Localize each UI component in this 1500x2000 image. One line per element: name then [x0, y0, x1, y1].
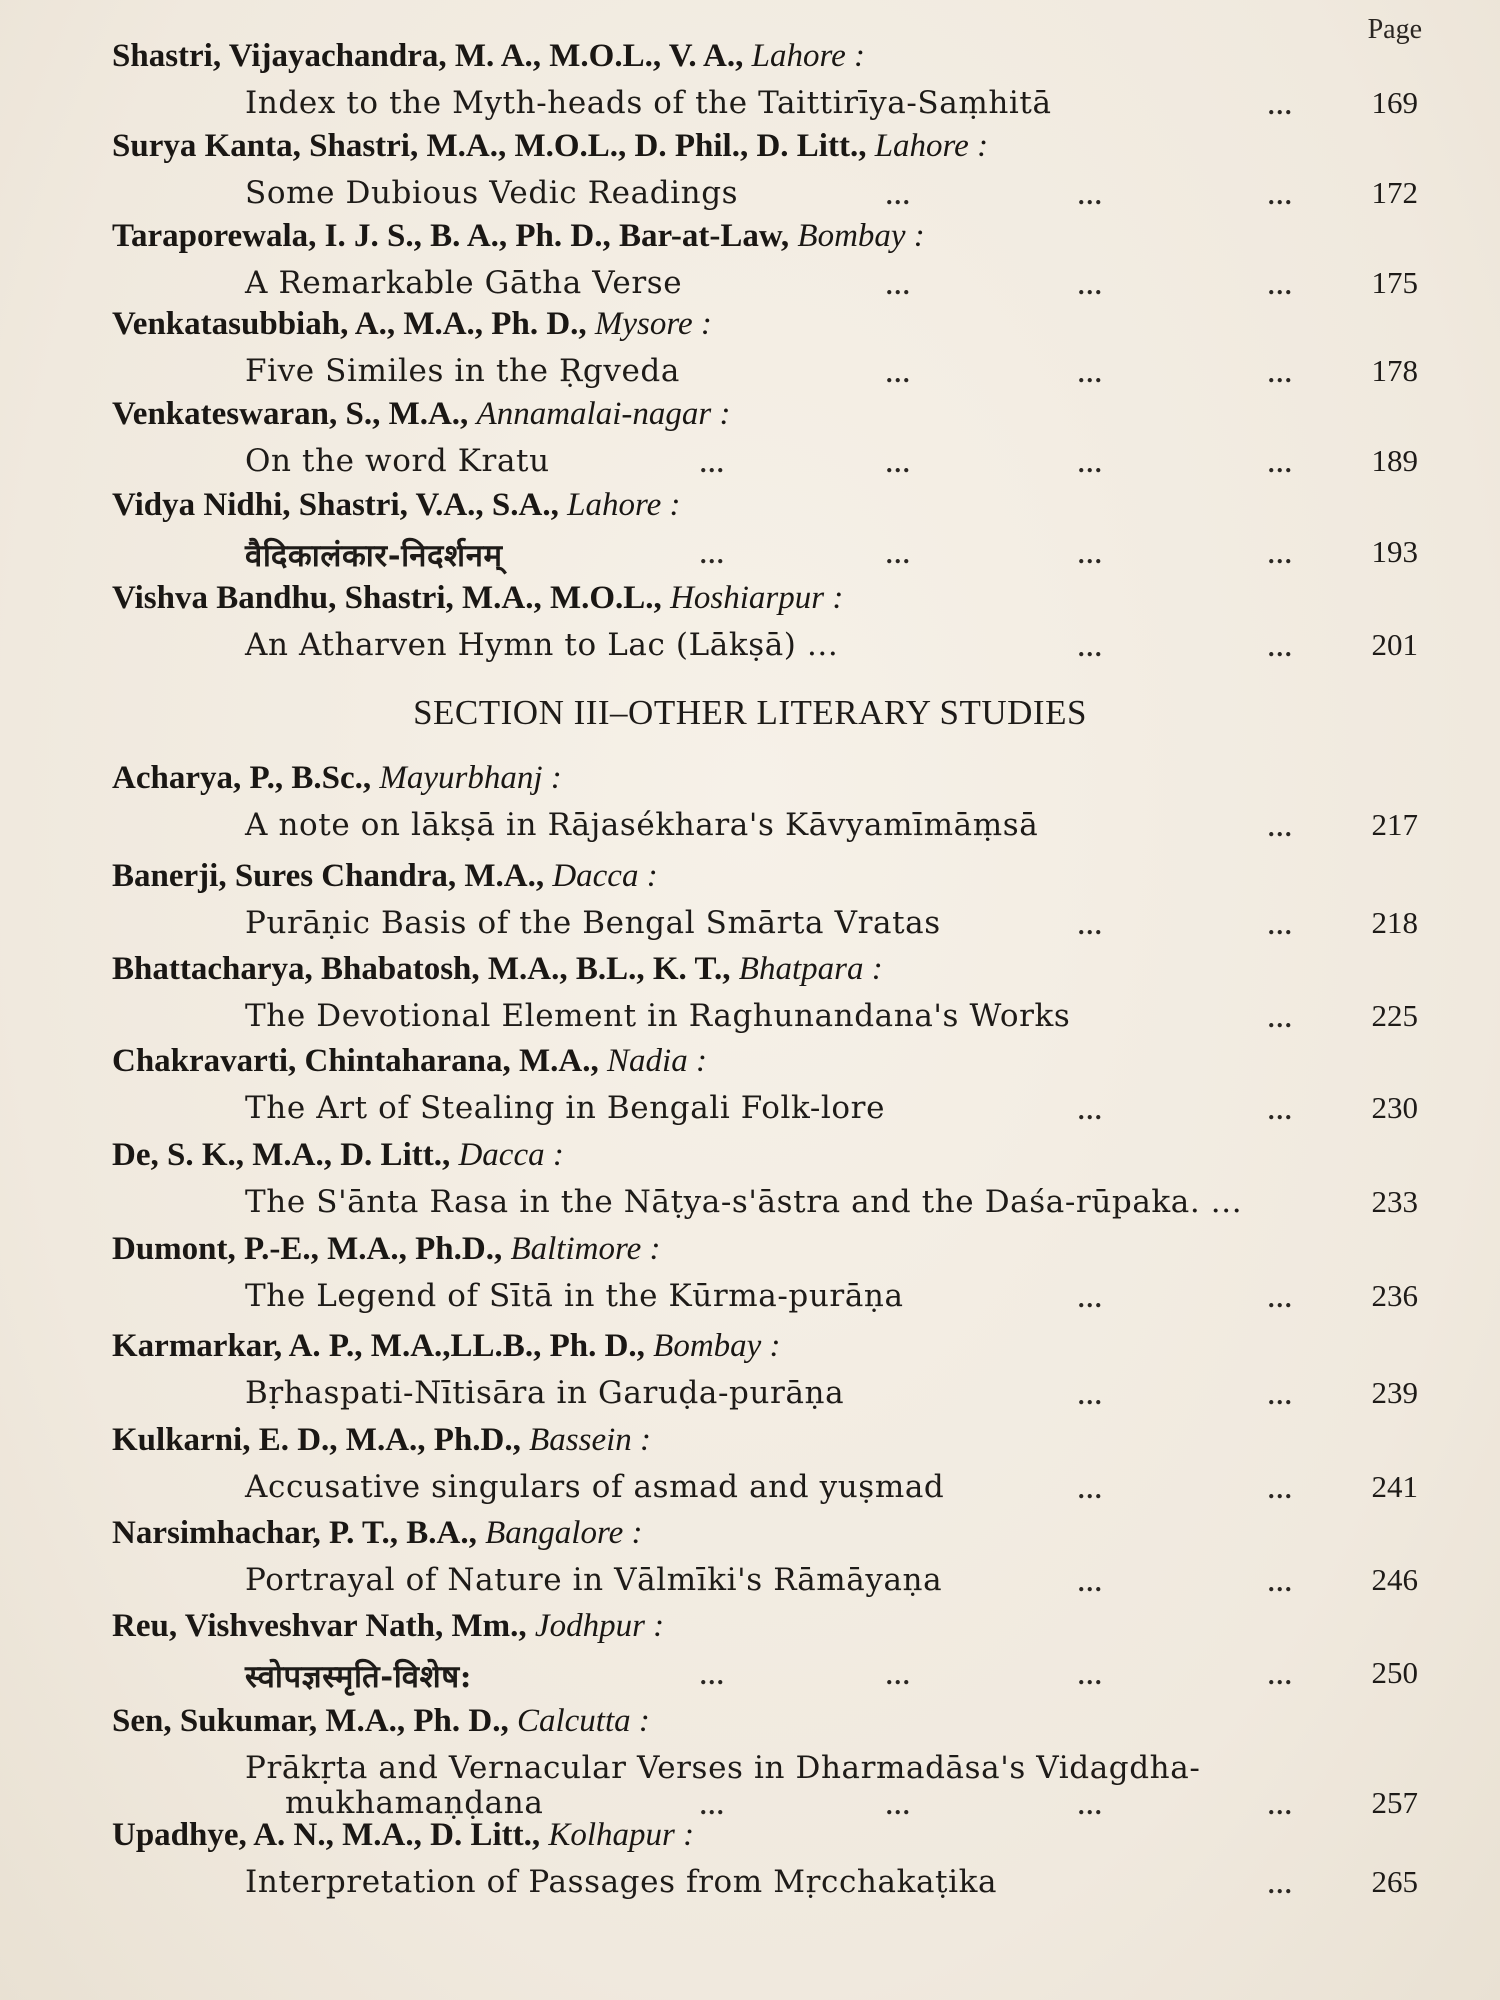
article-title[interactable]: mukhamaṇḍana [285, 1785, 544, 1821]
page-number: 233 [1371, 1184, 1418, 1219]
entry-author [112, 760, 562, 797]
entry-title-line [0, 1184, 1500, 1226]
author-place: Bhatpara : [738, 951, 883, 987]
article-title[interactable]: Accusative singulars of asmad and yuṣmad [245, 1469, 945, 1505]
author-name: Acharya, P., B.Sc., [112, 760, 380, 796]
leader-dots: ... [1078, 1568, 1104, 1597]
author-name: Bhattacharya, Bhabatosh, M.A., B.L., K. T., [112, 951, 739, 987]
leader-dots: ... [1268, 1096, 1294, 1125]
page-number: 250 [1371, 1655, 1418, 1690]
entry-author [112, 487, 680, 524]
page-number: 239 [1371, 1375, 1418, 1410]
page-number: 193 [1371, 534, 1418, 569]
author-place: Nadia : [607, 1043, 707, 1079]
author-place: Dacca : [458, 1137, 564, 1173]
author-name: Narsimhachar, P. T., B.A., [112, 1515, 486, 1551]
article-title[interactable]: A Remarkable Gātha Verse [245, 265, 683, 301]
page-number: 246 [1371, 1562, 1418, 1597]
page-number: 218 [1371, 905, 1418, 940]
entry-author [112, 38, 865, 75]
leader-dots: ... [1268, 1381, 1294, 1410]
author-place: Lahore : [567, 487, 681, 523]
author-name: Shastri, Vijayachandra, M. A., M.O.L., V. A., [112, 38, 752, 74]
leader-dots: ... [1078, 633, 1104, 662]
page-number: 172 [1371, 175, 1418, 210]
entry-author [112, 1608, 664, 1645]
page-number: 230 [1371, 1090, 1418, 1125]
author-place: Kolhapur : [548, 1817, 695, 1853]
entry-title-line [0, 1469, 1500, 1511]
page-number: 257 [1371, 1785, 1418, 1820]
leader-dots: ... [1268, 271, 1294, 300]
entry-title-line [0, 807, 1500, 849]
leader-dots: ... [1268, 813, 1294, 842]
entry-author [112, 1703, 650, 1740]
leader-dots: ... [1268, 1004, 1294, 1033]
entry-author [112, 396, 730, 433]
article-title[interactable]: The Legend of Sītā in the Kūrma-purāṇa [245, 1278, 904, 1314]
author-place: Baltimore : [510, 1231, 661, 1267]
leader-dots: ... [1268, 449, 1294, 478]
author-place: Calcutta : [516, 1703, 650, 1739]
article-title[interactable]: On the word Kratu [245, 443, 550, 479]
leader-dots: ... [1268, 911, 1294, 940]
article-title[interactable]: The Art of Stealing in Bengali Folk-lore [245, 1090, 886, 1126]
leader-dots: ... [886, 540, 912, 569]
entry-title-line [0, 175, 1500, 217]
page-number: 189 [1371, 443, 1418, 478]
author-place: Lahore : [874, 128, 989, 164]
leader-dots: ... [700, 1791, 726, 1820]
article-title[interactable]: Interpretation of Passages from Mṛcchakaṭika [245, 1864, 998, 1900]
leader-dots: ... [1078, 1381, 1104, 1410]
article-title[interactable]: Some Dubious Vedic Readings [245, 175, 739, 211]
page-number: 169 [1371, 85, 1418, 120]
author-name: Kulkarni, E. D., M.A., Ph.D., [112, 1422, 530, 1458]
author-name: Venkateswaran, S., M.A., [112, 396, 477, 432]
leader-dots: ... [886, 359, 912, 388]
article-title[interactable]: स्वोपज्ञस्मृति-विशेष: [245, 1659, 472, 1695]
article-title[interactable]: Index to the Myth-heads of the Taittirīya-Saṃhitā [245, 85, 1052, 121]
leader-dots: ... [700, 540, 726, 569]
author-name: Sen, Sukumar, M.A., Ph. D., [112, 1703, 517, 1739]
leader-dots: ... [886, 449, 912, 478]
entry-title-line [0, 1864, 1500, 1906]
author-name: Chakravarti, Chintaharana, M.A., [112, 1043, 608, 1079]
entry-author [112, 306, 712, 343]
leader-dots: ... [700, 1661, 726, 1690]
entry-author [112, 1043, 707, 1080]
page-number: 178 [1371, 353, 1418, 388]
author-name: Venkatasubbiah, A., M.A., Ph. D., [112, 306, 595, 342]
leader-dots: ... [1268, 1284, 1294, 1313]
leader-dots: ... [1078, 271, 1104, 300]
author-name: Vishva Bandhu, Shastri, M.A., M.O.L., [112, 580, 671, 616]
article-title[interactable]: Portrayal of Nature in Vālmīki's Rāmāyaṇa [245, 1562, 943, 1598]
article-title[interactable]: Prākṛta and Vernacular Verses in Dharmadāsa's Vidagdha- [245, 1750, 1201, 1786]
entry-author [112, 951, 883, 988]
author-place: Mysore : [594, 306, 712, 342]
author-place: Mayurbhanj : [379, 760, 562, 796]
leader-dots: ... [1268, 1661, 1294, 1690]
entry-title-line [0, 1375, 1500, 1417]
entry-title-line [0, 353, 1500, 395]
author-name: Vidya Nidhi, Shastri, V.A., S.A., [112, 487, 568, 523]
leader-dots: ... [1268, 359, 1294, 388]
page-number: 241 [1371, 1469, 1418, 1504]
page-number: 201 [1371, 627, 1418, 662]
entry-title-line [0, 85, 1500, 127]
leader-dots: ... [1268, 633, 1294, 662]
entry-title-line [0, 627, 1500, 669]
entry-title-line [0, 534, 1500, 576]
entry-author [112, 1817, 694, 1854]
page-number: 217 [1371, 807, 1418, 842]
article-title[interactable]: Purāṇic Basis of the Bengal Smārta Vratas [245, 905, 941, 941]
leader-dots: ... [700, 449, 726, 478]
entry-author [112, 1515, 642, 1552]
entry-author [112, 128, 988, 165]
author-place: Bombay : [653, 1328, 781, 1364]
entry-author [112, 1422, 651, 1459]
entry-author [112, 1137, 564, 1174]
leader-dots: ... [1078, 359, 1104, 388]
author-name: Reu, Vishveshvar Nath, Mm., [112, 1608, 535, 1644]
page-number: 236 [1371, 1278, 1418, 1313]
author-place: Dacca : [552, 858, 658, 894]
leader-dots: ... [1078, 1096, 1104, 1125]
leader-dots: ... [886, 1791, 912, 1820]
page-column-label: Page [1367, 14, 1422, 45]
entry-author [112, 218, 925, 255]
page-number: 225 [1371, 998, 1418, 1033]
author-place: Jodhpur : [534, 1608, 665, 1644]
author-place: Bangalore : [485, 1515, 643, 1551]
leader-dots: ... [1268, 91, 1294, 120]
leader-dots: ... [1268, 1475, 1294, 1504]
author-name: Upadhye, A. N., M.A., D. Litt., [112, 1817, 549, 1853]
author-place: Annamalai-nagar : [476, 396, 731, 432]
entry-title-line [0, 1655, 1500, 1697]
leader-dots: ... [1078, 181, 1104, 210]
article-title[interactable]: Bṛhaspati-Nītisāra in Garuḍa-purāṇa [245, 1375, 845, 1411]
author-place: Hoshiarpur : [670, 580, 844, 616]
leader-dots: ... [1268, 1568, 1294, 1597]
leader-dots: ... [1268, 1870, 1294, 1899]
entry-title-line [0, 1562, 1500, 1604]
author-place: Bassein : [529, 1422, 652, 1458]
article-title[interactable]: An Atharven Hymn to Lac (Lākṣā) ... [245, 627, 839, 663]
author-place: Bombay : [797, 218, 925, 254]
author-name: Taraporewala, I. J. S., B. A., Ph. D., Bar-at-Law, [112, 218, 798, 254]
article-title[interactable]: The S'ānta Rasa in the Nāṭya-s'āstra and the Daśa-rūpaka. ... [245, 1184, 1243, 1220]
entry-author [112, 1231, 660, 1268]
leader-dots: ... [1078, 1284, 1104, 1313]
author-name: Surya Kanta, Shastri, M.A., M.O.L., D. Phil., D. Litt., [112, 128, 875, 164]
leader-dots: ... [1078, 1791, 1104, 1820]
leader-dots: ... [1078, 540, 1104, 569]
leader-dots: ... [886, 271, 912, 300]
leader-dots: ... [886, 181, 912, 210]
entry-author [112, 580, 843, 617]
author-name: Karmarkar, A. P., M.A.,LL.B., Ph. D., [112, 1328, 654, 1364]
author-place: Lahore : [751, 38, 865, 74]
entry-title-line [0, 265, 1500, 307]
leader-dots: ... [1078, 911, 1104, 940]
entry-author [112, 1328, 781, 1365]
leader-dots: ... [1268, 1791, 1294, 1820]
leader-dots: ... [886, 1661, 912, 1690]
article-title[interactable]: The Devotional Element in Raghunandana's Works [245, 998, 1071, 1034]
page-number: 265 [1371, 1864, 1418, 1899]
leader-dots: ... [1078, 1661, 1104, 1690]
entry-title-line [0, 1090, 1500, 1132]
article-title[interactable]: Five Similes in the Ṛgveda [245, 353, 680, 389]
entry-author [112, 858, 658, 895]
leader-dots: ... [1268, 540, 1294, 569]
article-title[interactable]: वैदिकालंकार-निदर्शनम् [245, 538, 503, 574]
entry-title-line [0, 998, 1500, 1040]
author-name: Dumont, P.-E., M.A., Ph.D., [112, 1231, 511, 1267]
section-heading: SECTION III–OTHER LITERARY STUDIES [413, 693, 1087, 732]
page-number: 175 [1371, 265, 1418, 300]
author-name: De, S. K., M.A., D. Litt., [112, 1137, 459, 1173]
author-name: Banerji, Sures Chandra, M.A., [112, 858, 553, 894]
article-title[interactable]: A note on lākṣā in Rājasékhara's Kāvyamīmāṃsā [245, 807, 1039, 843]
entry-title-line [0, 905, 1500, 947]
entry-title-line [0, 443, 1500, 485]
leader-dots: ... [1268, 181, 1294, 210]
entry-title-line [0, 1278, 1500, 1320]
leader-dots: ... [1078, 449, 1104, 478]
leader-dots: ... [1078, 1475, 1104, 1504]
